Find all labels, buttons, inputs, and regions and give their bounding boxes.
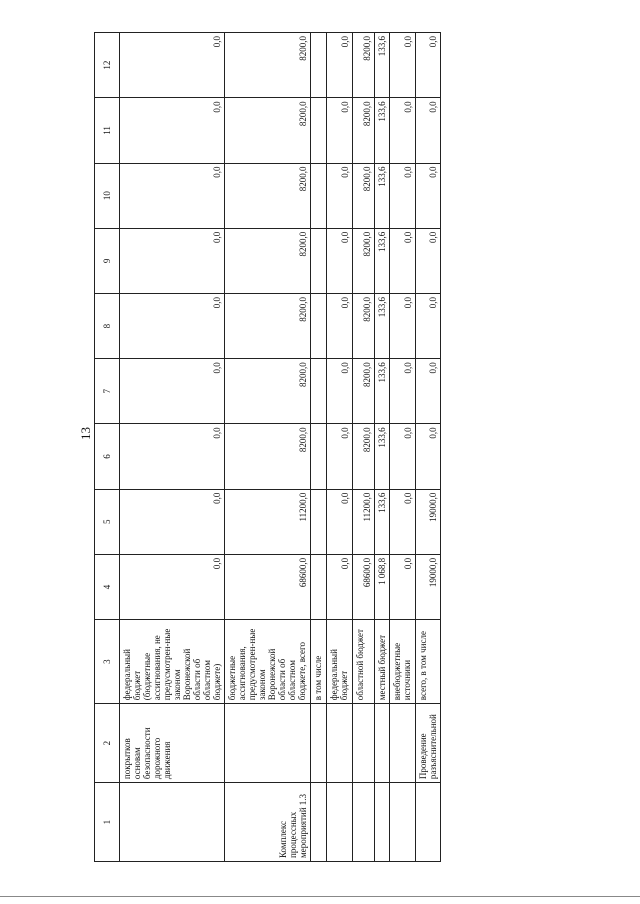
value-cell-col9: 8200,0 (353, 228, 375, 293)
row-cell-col2 (353, 704, 375, 783)
value-cell-col10: 133,6 (375, 163, 390, 228)
value-cell-col7: 8200,0 (225, 359, 311, 424)
value-cell-col11: 8200,0 (225, 98, 311, 163)
row-cell-col2: покрытков основам безопасности дорожного движения (120, 704, 225, 783)
row-cell-col1 (120, 783, 225, 862)
value-cell-col5: 0,0 (120, 489, 225, 554)
value-cell-col8: 8200,0 (353, 293, 375, 358)
page-number: 13 (78, 427, 93, 440)
row-cell-col3: всего, в том числе (416, 620, 441, 704)
row-cell-col2 (327, 704, 353, 783)
value-cell-col7 (311, 359, 327, 424)
row-cell-col1 (327, 783, 353, 862)
value-cell-col7: 133,6 (375, 359, 390, 424)
column-header-3: 3 (95, 620, 120, 704)
value-cell-col11: 8200,0 (353, 98, 375, 163)
value-cell-col10 (311, 163, 327, 228)
column-header-4: 4 (95, 554, 120, 619)
value-cell-col9: 0,0 (327, 228, 353, 293)
row-cell-col3: местный бюджет (375, 620, 390, 704)
row-cell-col2 (225, 704, 311, 783)
value-cell-col10: 0,0 (390, 163, 416, 228)
value-cell-col12: 0,0 (390, 33, 416, 98)
column-header-8: 8 (95, 293, 120, 358)
value-cell-col9: 0,0 (120, 228, 225, 293)
value-cell-col11 (311, 98, 327, 163)
value-cell-col8: 133,6 (375, 293, 390, 358)
value-cell-col12: 8200,0 (353, 33, 375, 98)
value-cell-col9: 0,0 (416, 228, 441, 293)
header-row (95, 33, 120, 862)
row-cell-col3: федеральный бюджет (бюджетные ассигнования, не предусмотрен-ные законом Воронежской области об областном бюджете) (120, 620, 225, 704)
value-cell-col5: 19000,0 (416, 489, 441, 554)
row-cell-col3: областной бюджет (353, 620, 375, 704)
value-cell-col12: 8200,0 (225, 33, 311, 98)
value-cell-col9: 133,6 (375, 228, 390, 293)
row-cell-col1 (416, 783, 441, 862)
value-cell-col4: 68600,0 (225, 554, 311, 619)
column-header-10: 10 (95, 163, 120, 228)
table-row (327, 33, 353, 862)
rotated-table-container (94, 32, 438, 862)
column-header-6: 6 (95, 424, 120, 489)
column-header-1: 1 (95, 783, 120, 862)
value-cell-col7: 0,0 (120, 359, 225, 424)
value-cell-col10: 0,0 (416, 163, 441, 228)
column-header-5: 5 (95, 489, 120, 554)
value-cell-col12: 0,0 (120, 33, 225, 98)
row-cell-col2 (375, 704, 390, 783)
row-cell-col3: федеральный бюджет (327, 620, 353, 704)
value-cell-col5: 11200,0 (225, 489, 311, 554)
row-cell-col1 (353, 783, 375, 862)
row-cell-col1 (375, 783, 390, 862)
table-row (390, 33, 416, 862)
value-cell-col4 (311, 554, 327, 619)
value-cell-col5 (311, 489, 327, 554)
value-cell-col10: 8200,0 (353, 163, 375, 228)
value-cell-col12 (311, 33, 327, 98)
value-cell-col6: 0,0 (390, 424, 416, 489)
value-cell-col8: 0,0 (120, 293, 225, 358)
value-cell-col6: 8200,0 (353, 424, 375, 489)
value-cell-col11: 0,0 (120, 98, 225, 163)
table-row (416, 33, 441, 862)
row-cell-col2: Проведение разъяснительной (416, 704, 441, 783)
value-cell-col6 (311, 424, 327, 489)
value-cell-col9: 8200,0 (225, 228, 311, 293)
value-cell-col11: 133,6 (375, 98, 390, 163)
page-bottom-rule (0, 896, 640, 897)
column-header-12: 12 (95, 33, 120, 98)
column-header-9: 9 (95, 228, 120, 293)
row-cell-col2 (390, 704, 416, 783)
value-cell-col6: 0,0 (416, 424, 441, 489)
row-cell-col1 (311, 783, 327, 862)
value-cell-col5: 11200,0 (353, 489, 375, 554)
value-cell-col11: 0,0 (390, 98, 416, 163)
table-row (375, 33, 390, 862)
value-cell-col6: 8200,0 (225, 424, 311, 489)
row-cell-col3: в том числе (311, 620, 327, 704)
value-cell-col9 (311, 228, 327, 293)
value-cell-col10: 0,0 (120, 163, 225, 228)
value-cell-col5: 133,6 (375, 489, 390, 554)
value-cell-col9: 0,0 (390, 228, 416, 293)
value-cell-col8 (311, 293, 327, 358)
value-cell-col11: 0,0 (327, 98, 353, 163)
table-row (353, 33, 375, 862)
column-header-2: 2 (95, 704, 120, 783)
table-row (120, 33, 225, 862)
value-cell-col4: 0,0 (120, 554, 225, 619)
value-cell-col8: 0,0 (416, 293, 441, 358)
column-header-11: 11 (95, 98, 120, 163)
value-cell-col6: 133,6 (375, 424, 390, 489)
value-cell-col8: 0,0 (390, 293, 416, 358)
column-header-7: 7 (95, 359, 120, 424)
value-cell-col8: 8200,0 (225, 293, 311, 358)
value-cell-col7: 0,0 (327, 359, 353, 424)
value-cell-col4: 68600,0 (353, 554, 375, 619)
value-cell-col8: 0,0 (327, 293, 353, 358)
table-row (311, 33, 327, 862)
table-body (120, 33, 441, 862)
value-cell-col6: 0,0 (327, 424, 353, 489)
value-cell-col7: 8200,0 (353, 359, 375, 424)
table-row (225, 33, 311, 862)
row-cell-col3: внебюджетные источники (390, 620, 416, 704)
value-cell-col7: 0,0 (390, 359, 416, 424)
value-cell-col5: 0,0 (390, 489, 416, 554)
row-cell-col1: Комплекс процессных мероприятий 1.3 (225, 783, 311, 862)
value-cell-col12: 0,0 (416, 33, 441, 98)
value-cell-col5: 0,0 (327, 489, 353, 554)
budget-table (94, 32, 441, 862)
value-cell-col7: 0,0 (416, 359, 441, 424)
value-cell-col12: 0,0 (327, 33, 353, 98)
value-cell-col11: 0,0 (416, 98, 441, 163)
value-cell-col10: 0,0 (327, 163, 353, 228)
value-cell-col10: 8200,0 (225, 163, 311, 228)
value-cell-col4: 0,0 (327, 554, 353, 619)
value-cell-col4: 0,0 (390, 554, 416, 619)
row-cell-col3: бюджетные ассигнования, предусмотрен-ные законом Воронежской области об областном бюджете, всего (225, 620, 311, 704)
value-cell-col12: 133,6 (375, 33, 390, 98)
value-cell-col4: 1 068,8 (375, 554, 390, 619)
value-cell-col6: 0,0 (120, 424, 225, 489)
row-cell-col1 (390, 783, 416, 862)
value-cell-col4: 19000,0 (416, 554, 441, 619)
row-cell-col2 (311, 704, 327, 783)
